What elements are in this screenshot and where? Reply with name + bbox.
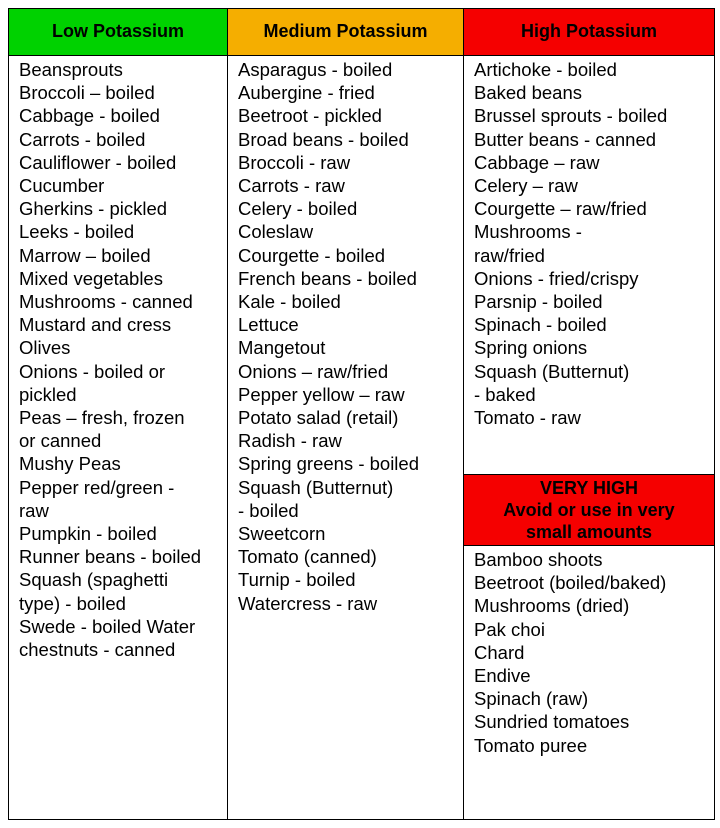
list-item: Beansprouts [19, 59, 123, 80]
list-item: Spring onions [474, 337, 588, 359]
very-high-title: VERY HIGH [539, 478, 639, 498]
very-high-potassium-list [474, 548, 710, 757]
list-item: Onions – raw/fried [238, 360, 389, 382]
list-item: Cauliflower - boiled [19, 151, 177, 173]
list-item: Onions - boiled or [19, 360, 166, 382]
very-high-potassium-header [464, 474, 714, 546]
list-item: Broccoli – boiled [19, 82, 155, 104]
low-potassium-header: Low Potassium [9, 8, 227, 56]
list-item: Tomato (canned) [238, 546, 377, 568]
list-item: Chard [474, 641, 525, 663]
list-item: Cucumber [19, 175, 105, 197]
list-item: Brussel sprouts - boiled [474, 105, 668, 127]
list-item: Cabbage – raw [474, 151, 600, 173]
very-high-subtitle-line2: small amounts [525, 522, 653, 542]
list-item: Pepper yellow – raw [238, 383, 405, 405]
list-item: Cabbage - boiled [19, 105, 160, 127]
list-item: - baked [474, 383, 536, 405]
list-item: Celery - boiled [238, 198, 358, 220]
list-item: Tomato - raw [474, 407, 581, 429]
list-item: Runner beans - boiled [19, 546, 202, 568]
list-item: Radish - raw [238, 430, 342, 452]
very-high-subtitle-line1: Avoid or use in very [503, 500, 675, 520]
list-item: Mushrooms - [474, 221, 582, 243]
list-item: Sweetcorn [238, 523, 326, 545]
list-item: Tomato puree [474, 734, 588, 756]
list-item: Butter beans - canned [474, 128, 657, 150]
list-item: French beans - boiled [238, 267, 417, 289]
high-potassium-column [463, 8, 715, 820]
list-item: Bamboo shoots [474, 549, 603, 570]
list-item: Endive [474, 665, 531, 687]
high-potassium-list [474, 58, 710, 429]
list-item: Spinach - boiled [474, 314, 607, 336]
list-item: Olives [19, 337, 71, 359]
list-item: Mustard and cress [19, 314, 172, 336]
list-item: Asparagus - boiled [238, 59, 393, 80]
list-item: Peas – fresh, frozen [19, 407, 185, 429]
list-item: Mushrooms (dried) [474, 595, 630, 617]
list-item: Kale - boiled [238, 291, 341, 313]
list-item: Sundried tomatoes [474, 711, 630, 733]
list-item: Coleslaw [238, 221, 314, 243]
list-item: Artichoke - boiled [474, 59, 617, 80]
list-item: Mangetout [238, 337, 326, 359]
list-item: Gherkins - pickled [19, 198, 168, 220]
low-potassium-column [8, 8, 228, 820]
list-item: Spring greens - boiled [238, 453, 419, 475]
list-item: Spinach (raw) [474, 688, 589, 710]
list-item: Marrow – boiled [19, 244, 151, 266]
medium-potassium-list [238, 58, 459, 615]
list-item: Watercress - raw [238, 592, 378, 614]
list-item: Pak choi [474, 618, 545, 640]
list-item: Broccoli - raw [238, 151, 351, 173]
list-item: Mushrooms - canned [19, 291, 193, 313]
list-item: Squash (Butternut) [474, 360, 630, 382]
list-item: Swede - boiled Water [19, 615, 196, 637]
list-item: Squash (Butternut) [238, 476, 394, 498]
list-item: raw [19, 499, 49, 521]
list-item: Mixed vegetables [19, 267, 163, 289]
list-item: Aubergine - fried [238, 82, 375, 104]
high-potassium-header: High Potassium [464, 8, 714, 56]
list-item: or canned [19, 430, 102, 452]
list-item: Onions - fried/crispy [474, 267, 639, 289]
list-item: - boiled [238, 499, 299, 521]
list-item: Beetroot (boiled/baked) [474, 572, 667, 594]
list-item: Potato salad (retail) [238, 407, 399, 429]
list-item: Baked beans [474, 82, 583, 104]
list-item: Carrots - boiled [19, 128, 146, 150]
list-item: Courgette – raw/fried [474, 198, 647, 220]
list-item: Carrots - raw [238, 175, 345, 197]
medium-potassium-column [227, 8, 464, 820]
list-item: raw/fried [474, 244, 545, 266]
list-item: pickled [19, 383, 77, 405]
list-item: Beetroot - pickled [238, 105, 382, 127]
list-item: Broad beans - boiled [238, 128, 409, 150]
list-item: Squash (spaghetti [19, 569, 169, 591]
low-potassium-list [19, 58, 223, 661]
list-item: Lettuce [238, 314, 299, 336]
list-item: Mushy Peas [19, 453, 121, 475]
medium-potassium-header: Medium Potassium [228, 8, 463, 56]
list-item: Celery – raw [474, 175, 578, 197]
list-item: Pepper red/green - [19, 476, 175, 498]
list-item: Parsnip - boiled [474, 291, 603, 313]
list-item: Leeks - boiled [19, 221, 135, 243]
potassium-table [8, 8, 715, 820]
list-item: Turnip - boiled [238, 569, 356, 591]
list-item: type) - boiled [19, 592, 126, 614]
list-item: Courgette - boiled [238, 244, 386, 266]
list-item: Pumpkin - boiled [19, 523, 157, 545]
list-item: chestnuts - canned [19, 639, 176, 661]
